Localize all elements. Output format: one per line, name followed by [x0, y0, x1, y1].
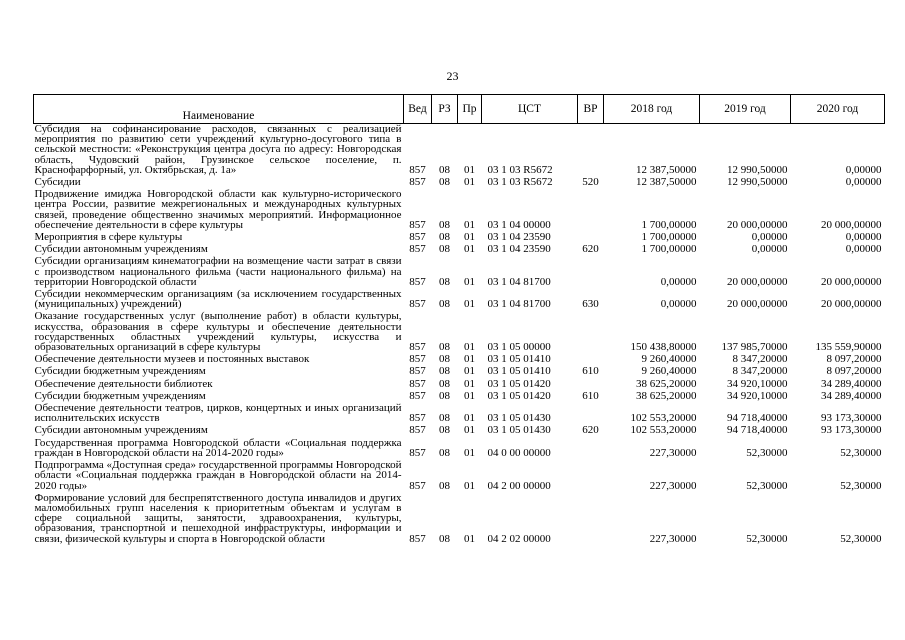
row-pr: 01: [464, 218, 475, 231]
row-cst: 04 2 02 00000: [487, 532, 551, 545]
table-row: [34, 401, 885, 423]
row-rz: 08: [439, 532, 450, 545]
row-vr: [578, 187, 604, 230]
row-value-2018: 9 260,40000: [641, 353, 697, 366]
table-row: [34, 175, 885, 187]
row-value-2019: 52,30000: [746, 446, 788, 459]
row-pr: 01: [464, 446, 475, 459]
row-name: Обеспечение деятельности библиотек: [34, 377, 213, 390]
row-cst: 03 1 05 00000: [487, 341, 551, 354]
row-value-2019: 12 990,50000: [727, 176, 788, 189]
row-rz: 08: [439, 275, 450, 288]
row-rz: 08: [439, 377, 450, 390]
row-vr: [578, 309, 604, 352]
header-pr: Пр: [458, 95, 482, 124]
row-name: Субсидии бюджетным учреждениям: [34, 365, 206, 378]
row-vr: [578, 230, 604, 242]
table-row: [34, 377, 885, 389]
row-cst: 03 1 04 23590: [487, 231, 551, 244]
row-pr: 01: [464, 424, 475, 437]
row-value-2020: 93 173,30000: [821, 412, 882, 425]
row-vr: 520: [582, 176, 599, 189]
row-ved: 857: [409, 377, 426, 390]
header-ved: Вед: [404, 95, 432, 124]
row-rz: 08: [439, 479, 450, 492]
row-vr: [578, 352, 604, 364]
row-ved: 857: [409, 341, 426, 354]
row-name: Подпрограмма «Доступная среда» государственной программы Новгородской области «Социальная поддержка граждан в Новгородской области на 2014-2020 годы»: [34, 459, 402, 492]
header-2020: 2020 год: [791, 95, 885, 124]
row-pr: 01: [464, 275, 475, 288]
row-cst: 03 1 04 00000: [487, 218, 551, 231]
header-vr: ВР: [578, 95, 604, 124]
row-vr: 620: [582, 424, 599, 437]
page-number: 23: [446, 69, 459, 83]
row-value-2020: 0,00000: [845, 243, 882, 256]
row-pr: 01: [464, 532, 475, 545]
row-value-2020: 0,00000: [845, 163, 882, 176]
row-value-2019: 20 000,00000: [727, 275, 788, 288]
row-ved: 857: [409, 365, 426, 378]
row-vr: 630: [582, 298, 599, 311]
table-row: [34, 287, 885, 309]
row-value-2019: 20 000,00000: [727, 298, 788, 311]
header-2019: 2019 год: [700, 95, 791, 124]
row-value-2018: 1 700,00000: [641, 243, 697, 256]
row-value-2019: 0,00000: [751, 231, 788, 244]
row-rz: 08: [439, 218, 450, 231]
row-pr: 01: [464, 231, 475, 244]
row-ved: 857: [409, 479, 426, 492]
budget-table: [33, 94, 885, 544]
row-value-2019: 0,00000: [751, 243, 788, 256]
row-ved: 857: [409, 389, 426, 402]
table-row: [34, 124, 885, 176]
row-value-2020: 52,30000: [840, 479, 882, 492]
table-row: [34, 230, 885, 242]
row-cst: 03 1 04 23590: [487, 243, 551, 256]
row-value-2019: 8 347,20000: [732, 365, 788, 378]
row-cst: 04 0 00 00000: [487, 446, 551, 459]
row-rz: 08: [439, 389, 450, 402]
row-rz: 08: [439, 446, 450, 459]
row-value-2018: 227,30000: [649, 446, 697, 459]
row-value-2019: 12 990,50000: [727, 163, 788, 176]
row-pr: 01: [464, 243, 475, 256]
row-value-2018: 1 700,00000: [641, 231, 697, 244]
row-name: Субсидии некоммерческим организациям (за исключением государственных (муниципальных) учреждений): [34, 288, 402, 311]
row-ved: 857: [409, 275, 426, 288]
row-rz: 08: [439, 231, 450, 244]
row-name: Субсидии организациям кинематографии на возмещение части затрат в связи с производством национального фильма (части национального фильма) на территории Новгородской области: [34, 255, 402, 288]
row-ved: 857: [409, 298, 426, 311]
row-vr: [578, 436, 604, 458]
table-row: [34, 491, 885, 544]
row-value-2020: 52,30000: [840, 446, 882, 459]
row-cst: 04 2 00 00000: [487, 479, 551, 492]
row-value-2018: 0,00000: [660, 275, 697, 288]
row-name: Субсидия на софинансирование расходов, связанных с реализацией мероприятия по развитию сети учреждений культурно-досугового типа в сельской местности: «Реконструкция центра досуга по адресу: Новгородская область, Чудовский район, Грузинское сельское поселение, п. Краснофарфорный, ул. Октябрьская, д. 1а»: [34, 123, 402, 176]
row-value-2019: 52,30000: [746, 479, 788, 492]
row-cst: 03 1 03 R5672: [487, 176, 553, 189]
row-value-2020: 20 000,00000: [821, 218, 882, 231]
row-name: Обеспечение деятельности музеев и постоянных выставок: [34, 353, 310, 366]
row-rz: 08: [439, 341, 450, 354]
row-vr: 620: [582, 243, 599, 256]
row-value-2018: 102 553,20000: [630, 424, 697, 437]
table-row: [34, 242, 885, 254]
row-name: Государственная программа Новгородской области «Социальная поддержка граждан в Новгородской области на 2014-2020 годы»: [34, 436, 402, 459]
row-name: Обеспечение деятельности театров, цирков, концертных и иных организаций исполнительских искусств: [34, 402, 402, 425]
row-cst: 03 1 05 01420: [487, 377, 551, 390]
row-name: Субсидии бюджетным учреждениям: [34, 389, 206, 402]
header-2018: 2018 год: [604, 95, 700, 124]
row-value-2018: 12 387,50000: [636, 163, 697, 176]
row-vr: [578, 491, 604, 544]
row-value-2018: 0,00000: [660, 298, 697, 311]
row-name: Формирование условий для беспрепятственного доступа инвалидов и других маломобильных групп населения к приоритетным объектам и услугам в сфере социальной защиты, занятости, здравоохранения, культуры, образования, транспортной и пешеходной инфраструктуры, информации и связи, физической культуры и спорта в Новгородской области: [34, 491, 402, 545]
row-value-2018: 227,30000: [649, 479, 697, 492]
row-rz: 08: [439, 353, 450, 366]
row-value-2020: 34 289,40000: [821, 377, 882, 390]
row-vr: [578, 254, 604, 287]
row-value-2019: 34 920,10000: [727, 389, 788, 402]
row-value-2020: 8 097,20000: [826, 365, 882, 378]
row-value-2018: 1 700,00000: [641, 218, 697, 231]
row-rz: 08: [439, 243, 450, 256]
row-name: Продвижение имиджа Новгородской области как культурно-исторического центра России, развитие межрегиональных и международных культурных связей, проведение общественно значимых мероприятий. Информационное обеспечение деятельности в сфере культуры: [34, 188, 402, 231]
row-vr: [578, 458, 604, 491]
row-pr: 01: [464, 412, 475, 425]
row-name: Субсидии автономным учреждениям: [34, 243, 208, 256]
row-ved: 857: [409, 243, 426, 256]
row-value-2018: 38 625,20000: [636, 389, 697, 402]
row-value-2018: 150 438,80000: [630, 341, 697, 354]
table-row: [34, 458, 885, 491]
table-row: [34, 364, 885, 376]
row-cst: 03 1 04 81700: [487, 275, 551, 288]
row-ved: 857: [409, 446, 426, 459]
row-cst: 03 1 03 R5672: [487, 163, 553, 176]
row-pr: 01: [464, 176, 475, 189]
row-ved: 857: [409, 532, 426, 545]
row-ved: 857: [409, 176, 426, 189]
row-pr: 01: [464, 353, 475, 366]
row-value-2020: 20 000,00000: [821, 275, 882, 288]
row-value-2019: 52,30000: [746, 532, 788, 545]
table-row: [34, 254, 885, 287]
row-rz: 08: [439, 176, 450, 189]
row-value-2018: 227,30000: [649, 532, 697, 545]
table-body: [34, 124, 885, 544]
row-rz: 08: [439, 424, 450, 437]
row-value-2019: 8 347,20000: [732, 353, 788, 366]
row-cst: 03 1 05 01430: [487, 412, 551, 425]
row-value-2020: 8 097,20000: [826, 353, 882, 366]
row-name: Субсидии: [34, 176, 81, 189]
row-ved: 857: [409, 412, 426, 425]
row-vr: [578, 401, 604, 423]
row-pr: 01: [464, 341, 475, 354]
header-rz: РЗ: [432, 95, 458, 124]
row-value-2020: 0,00000: [845, 231, 882, 244]
row-value-2018: 102 553,20000: [630, 412, 697, 425]
header-cst: ЦСТ: [482, 95, 578, 124]
row-vr: [578, 124, 604, 176]
row-rz: 08: [439, 163, 450, 176]
row-cst: 03 1 05 01410: [487, 353, 551, 366]
table-row: [34, 423, 885, 435]
row-ved: 857: [409, 424, 426, 437]
row-value-2020: 34 289,40000: [821, 389, 882, 402]
row-value-2019: 137 985,70000: [721, 341, 788, 354]
row-name: Субсидии автономным учреждениям: [34, 424, 208, 437]
row-rz: 08: [439, 298, 450, 311]
row-cst: 03 1 05 01430: [487, 424, 551, 437]
row-value-2020: 20 000,00000: [821, 298, 882, 311]
row-rz: 08: [439, 365, 450, 378]
row-pr: 01: [464, 163, 475, 176]
row-value-2019: 20 000,00000: [727, 218, 788, 231]
header-name: Наименование: [34, 95, 404, 124]
row-pr: 01: [464, 389, 475, 402]
row-value-2019: 34 920,10000: [727, 377, 788, 390]
row-name: Мероприятия в сфере культуры: [34, 231, 183, 244]
row-vr: 610: [582, 365, 599, 378]
row-cst: 03 1 04 81700: [487, 298, 551, 311]
table-header-row: [34, 95, 885, 124]
table-row: [34, 389, 885, 401]
row-pr: 01: [464, 298, 475, 311]
row-value-2018: 9 260,40000: [641, 365, 697, 378]
row-value-2020: 135 559,90000: [815, 341, 882, 354]
row-ved: 857: [409, 163, 426, 176]
row-value-2019: 94 718,40000: [727, 424, 788, 437]
row-value-2020: 52,30000: [840, 532, 882, 545]
row-value-2018: 38 625,20000: [636, 377, 697, 390]
row-cst: 03 1 05 01410: [487, 365, 551, 378]
row-vr: 610: [582, 389, 599, 402]
row-value-2018: 12 387,50000: [636, 176, 697, 189]
row-pr: 01: [464, 365, 475, 378]
row-ved: 857: [409, 231, 426, 244]
table-row: [34, 352, 885, 364]
table-row: [34, 187, 885, 230]
row-value-2019: 94 718,40000: [727, 412, 788, 425]
row-value-2020: 0,00000: [845, 176, 882, 189]
row-pr: 01: [464, 377, 475, 390]
table-row: [34, 436, 885, 458]
row-ved: 857: [409, 353, 426, 366]
table-row: [34, 309, 885, 352]
row-cst: 03 1 05 01420: [487, 389, 551, 402]
row-ved: 857: [409, 218, 426, 231]
row-value-2020: 93 173,30000: [821, 424, 882, 437]
row-name: Оказание государственных услуг (выполнение работ) в области культуры, искусства, образования в сфере культуры и обеспечение деятельности государственных областных учреждений культуры, искусства и образовательных организаций в сфере культуры: [34, 310, 402, 354]
row-pr: 01: [464, 479, 475, 492]
row-rz: 08: [439, 412, 450, 425]
row-vr: [578, 377, 604, 389]
